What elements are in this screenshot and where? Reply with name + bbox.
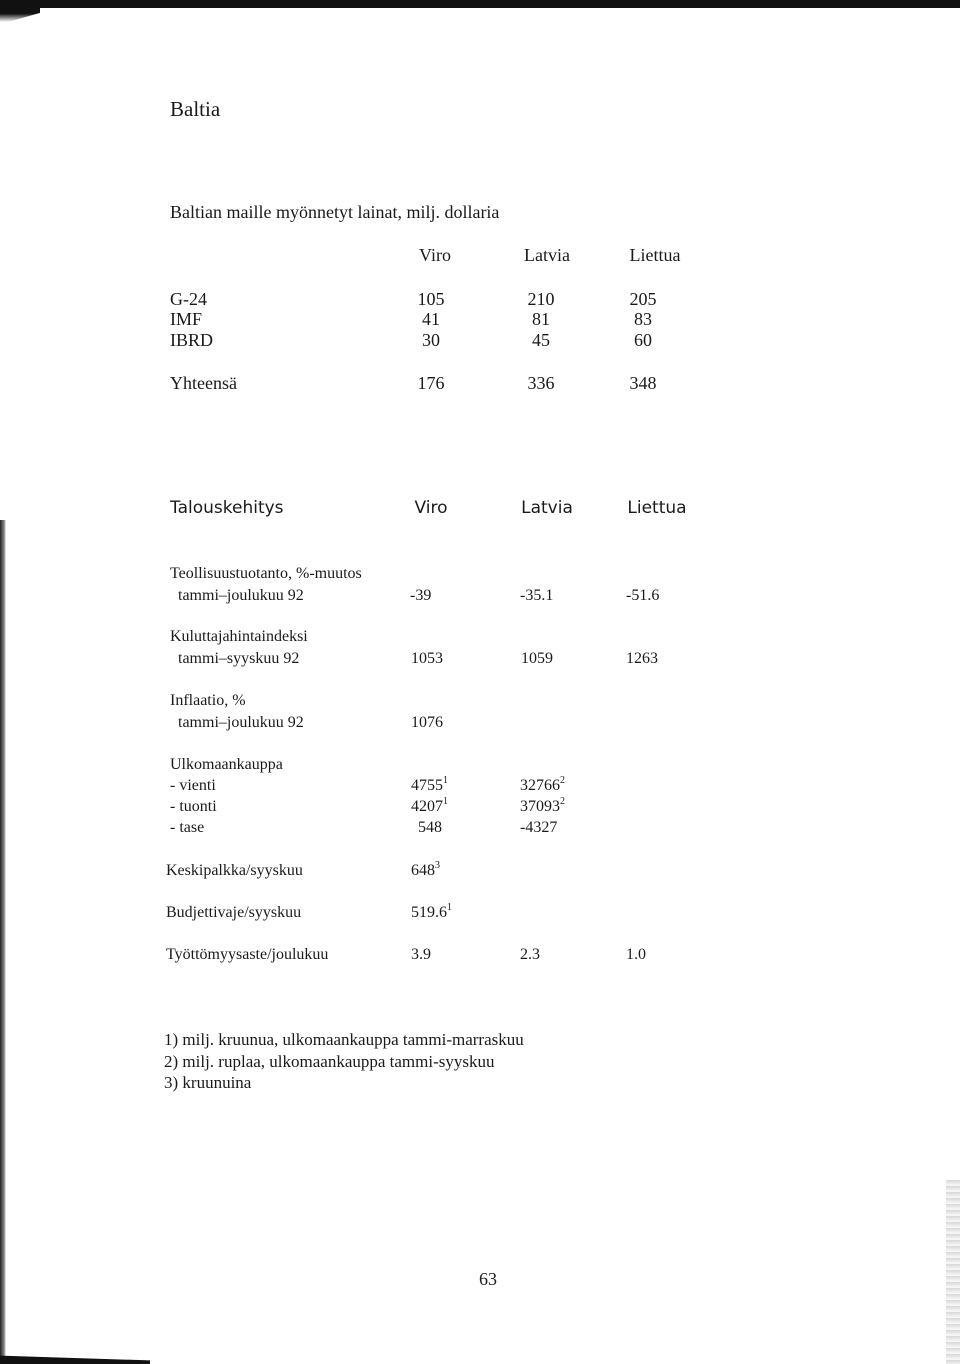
economy-heading: Talouskehitys [170, 498, 284, 518]
cpi-label: Kuluttajahintaindeksi [170, 628, 308, 645]
inflation-viro: 1076 [411, 714, 443, 731]
scan-edge-left [0, 520, 6, 1364]
budget-viro: 519.6$^1$ [411, 902, 452, 921]
loans-total-cell: 336 [527, 373, 555, 393]
unemployment-liettua: 1.0 [626, 946, 646, 963]
loans-row-label: IMF [170, 309, 203, 329]
industry-label: Teollisuustuotanto, %-muutos [170, 565, 362, 582]
loans-col-viro: Viro [419, 245, 451, 265]
unemployment-latvia: 2.3 [520, 946, 540, 963]
trade-viro: 548 [418, 819, 442, 836]
inflation-label: Inflaatio, % [170, 692, 246, 709]
cpi-viro: 1053 [411, 650, 443, 667]
trade-latvia: 37093$^2$ [520, 796, 565, 815]
economy-col-liettua: Liettua [627, 498, 687, 518]
footnote: 1) milj. kruunua, ulkomaankauppa tammi-marraskuu [164, 1030, 524, 1049]
budget-label: Budjettivaje/syyskuu [166, 904, 302, 921]
trade-row-label: - tuonti [170, 798, 217, 815]
industry-liettua: -51.6 [626, 587, 660, 604]
loans-total-cell: 348 [629, 373, 657, 393]
trade-label: Ulkomaankauppa [170, 756, 283, 773]
page-number: 63 [479, 1269, 497, 1289]
cpi-latvia: 1059 [521, 650, 553, 667]
page-title: Baltia [170, 97, 221, 121]
trade-row-label: - vienti [170, 777, 216, 794]
loans-total-cell: 176 [417, 373, 445, 393]
trade-viro: 4755$^1$ [411, 775, 448, 794]
wage-label: Keskipalkka/syyskuu [166, 862, 303, 879]
loans-cell: 81 [532, 309, 550, 329]
inflation-period: tammi–joulukuu 92 [178, 714, 304, 731]
industry-viro: -39 [410, 587, 432, 604]
economy-col-latvia: Latvia [521, 498, 573, 518]
loans-col-liettua: Liettua [629, 245, 681, 265]
economy-col-viro: Viro [414, 498, 448, 518]
trade-viro: 4207$^1$ [411, 796, 448, 815]
loans-cell: 105 [417, 289, 445, 309]
cpi-period: tammi–syyskuu 92 [178, 650, 300, 667]
scan-edge-top [0, 0, 960, 8]
unemployment-label: Työttömyysaste/joulukuu [166, 946, 329, 963]
cpi-liettua: 1263 [626, 650, 658, 667]
industry-latvia: -35.1 [520, 587, 554, 604]
trade-latvia: 32766$^2$ [520, 775, 565, 794]
loans-row-label: G-24 [170, 289, 207, 309]
loans-col-latvia: Latvia [524, 245, 570, 265]
trade-latvia: -4327 [520, 819, 558, 836]
loans-total-label: Yhteensä [170, 373, 237, 393]
scan-edge-right [946, 1180, 960, 1364]
loans-row-label: IBRD [170, 330, 214, 350]
loans-cell: 83 [634, 309, 652, 329]
loans-cell: 30 [422, 330, 440, 350]
industry-period: tammi–joulukuu 92 [178, 587, 304, 604]
unemployment-viro: 3.9 [411, 946, 431, 963]
loans-cell: 45 [532, 330, 550, 350]
loans-cell: 210 [527, 289, 555, 309]
trade-row-label: - tase [170, 819, 205, 836]
scan-edge-bottom [0, 1352, 150, 1364]
footnote: 2) milj. ruplaa, ulkomaankauppa tammi-syyskuu [164, 1052, 495, 1071]
loans-caption: Baltian maille myönnetyt lainat, milj. dollaria [170, 202, 500, 222]
footnote: 3) kruunuina [164, 1073, 252, 1092]
loans-cell: 41 [422, 309, 440, 329]
loans-cell: 60 [634, 330, 652, 350]
wage-viro: $648^3$ [411, 860, 440, 879]
loans-cell: 205 [629, 289, 657, 309]
scan-edge-corner [0, 8, 40, 22]
